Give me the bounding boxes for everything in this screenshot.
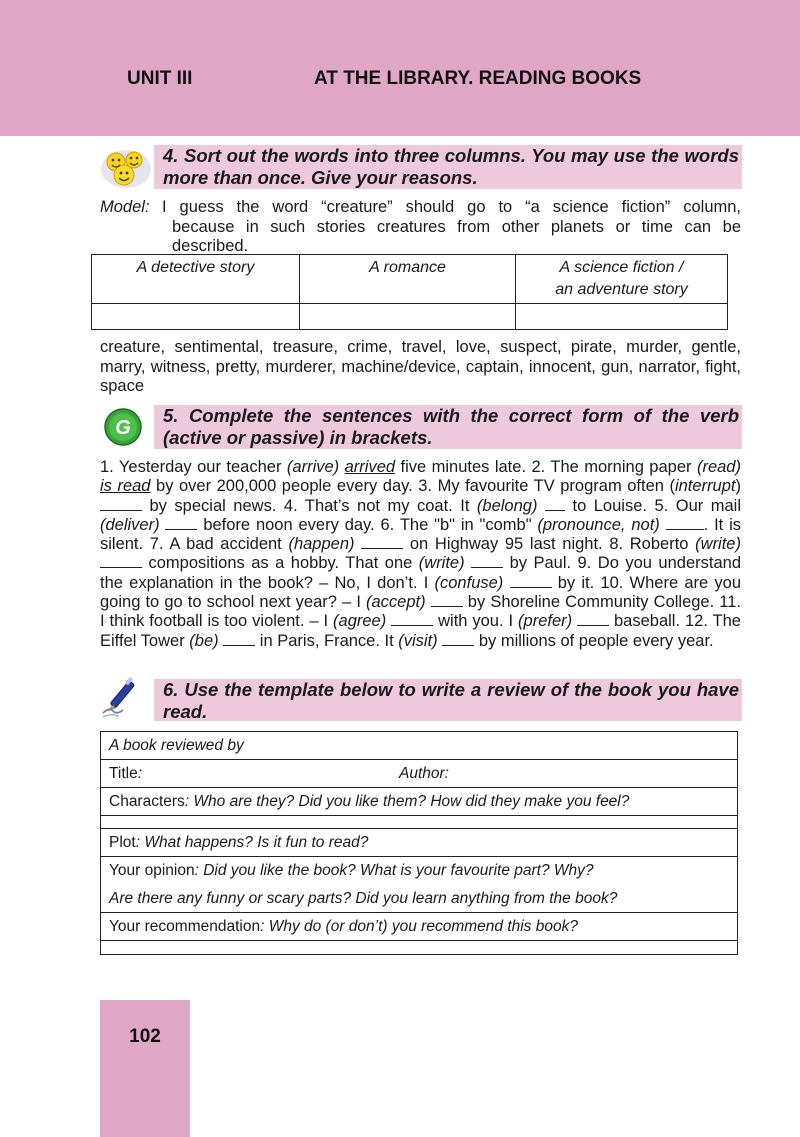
model-line-2: because in such stories creatures from other planets or time can be [172,217,741,236]
answer-blank[interactable] [431,593,463,607]
model-line-1: I guess the word “creature” should go to “a science fiction” column, [162,198,741,216]
page-header [0,0,800,136]
smiley-faces-icon [100,145,152,194]
answer-blank[interactable] [577,612,609,626]
unit-topic: AT THE LIBRARY. READING BOOKS [314,68,642,89]
review-row-characters[interactable]: Characters: Who are they? Did you like them? How did they make you feel? [101,788,737,816]
author-label: Author: [399,765,449,782]
column-romance: A romance [300,255,516,304]
answer-blank[interactable] [471,554,503,568]
task5-sentences: 1. Yesterday our teacher (arrive) arrived five minutes late. 2. The morning paper (read) is read by over 200,000 people every day. 3. My favourite TV program often (interrupt) by special news. 4. That’s not my coat. It (belong) to Louise. 5. Our mail (deliver) before noon every day. 6. The "b" in "comb" (pronounce, not) . It is silent. 7. A bad accident (happen) on Highway 95 last night. 8. Roberto (write) compositions as a hobby. That one (write) by Paul. 9. Do you understand the explanation in the book? – No, I don’t. I (confuse) by it. 10. Where are you going to go to school next year? – I (accept) by Shoreline Community College. 11. I think football is too violent. – I (agree) with you. I (prefer) baseball. 12. The Eiffel Tower (be) in Paris, France. It (visit) by millions of people every year. [100,458,742,650]
task5-title: 5. Complete the sentences with the correct form of the verb (active or passive) in brackets. [154,405,742,449]
answer-blank[interactable] [666,516,704,530]
grammar-g-icon [103,407,143,452]
answer-blank[interactable] [165,516,197,530]
answer-blank[interactable] [545,497,565,511]
review-row-opinion[interactable]: Your opinion: Did you like the book? What is your favourite part? Why? Are there any funny or scary parts? Did you learn anything from the book? [101,857,737,913]
pen-writing-icon [97,677,145,726]
answer-blank[interactable] [442,632,474,646]
column-science-fiction [516,255,728,304]
model-text [162,198,741,257]
svg-text:G: G [115,417,131,439]
review-row-blank[interactable] [101,941,737,954]
answer-blank[interactable] [100,554,142,568]
answer-blank[interactable] [100,497,142,511]
column-science-fiction-line2: an adventure story [555,281,688,298]
review-row-blank[interactable] [101,816,737,829]
table-cell[interactable] [516,304,728,330]
review-row-plot[interactable]: Plot: What happens? Is it fun to read? [101,829,737,857]
review-row-title-author[interactable]: Title: Author: [101,760,737,788]
review-row-reviewer[interactable]: A book reviewed by [101,732,737,760]
model-label: Model: [100,198,150,216]
answer-blank[interactable] [391,612,433,626]
table-cell[interactable] [300,304,516,330]
review-template [100,731,738,955]
page-number: 102 [129,1026,161,1047]
review-row-recommendation[interactable]: Your recommendation: Why do (or don’t) you recommend this book? [101,913,737,941]
column-science-fiction-line1: A science fiction / [559,259,684,276]
unit-label: UNIT III [127,68,193,89]
page-number-tab [100,1000,190,1137]
table-cell[interactable] [92,304,300,330]
model-line-3: described. [172,237,249,255]
answer-blank[interactable] [361,535,403,549]
task4-word-list: creature, sentimental, treasure, crime, travel, love, suspect, pirate, murder, gentle, marry, witness, pretty, murderer, machine/device, captain, innocent, gun, narrator, fight, space [100,338,741,395]
task4-title: 4. Sort out the words into three columns. You may use the words more than once. Give your reasons. [154,145,742,189]
genre-table [91,254,728,330]
answer-blank[interactable] [223,632,255,646]
column-detective: A detective story [92,255,300,304]
task6-title: 6. Use the template below to write a review of the book you have read. [154,679,742,721]
answer-blank[interactable] [510,574,552,588]
